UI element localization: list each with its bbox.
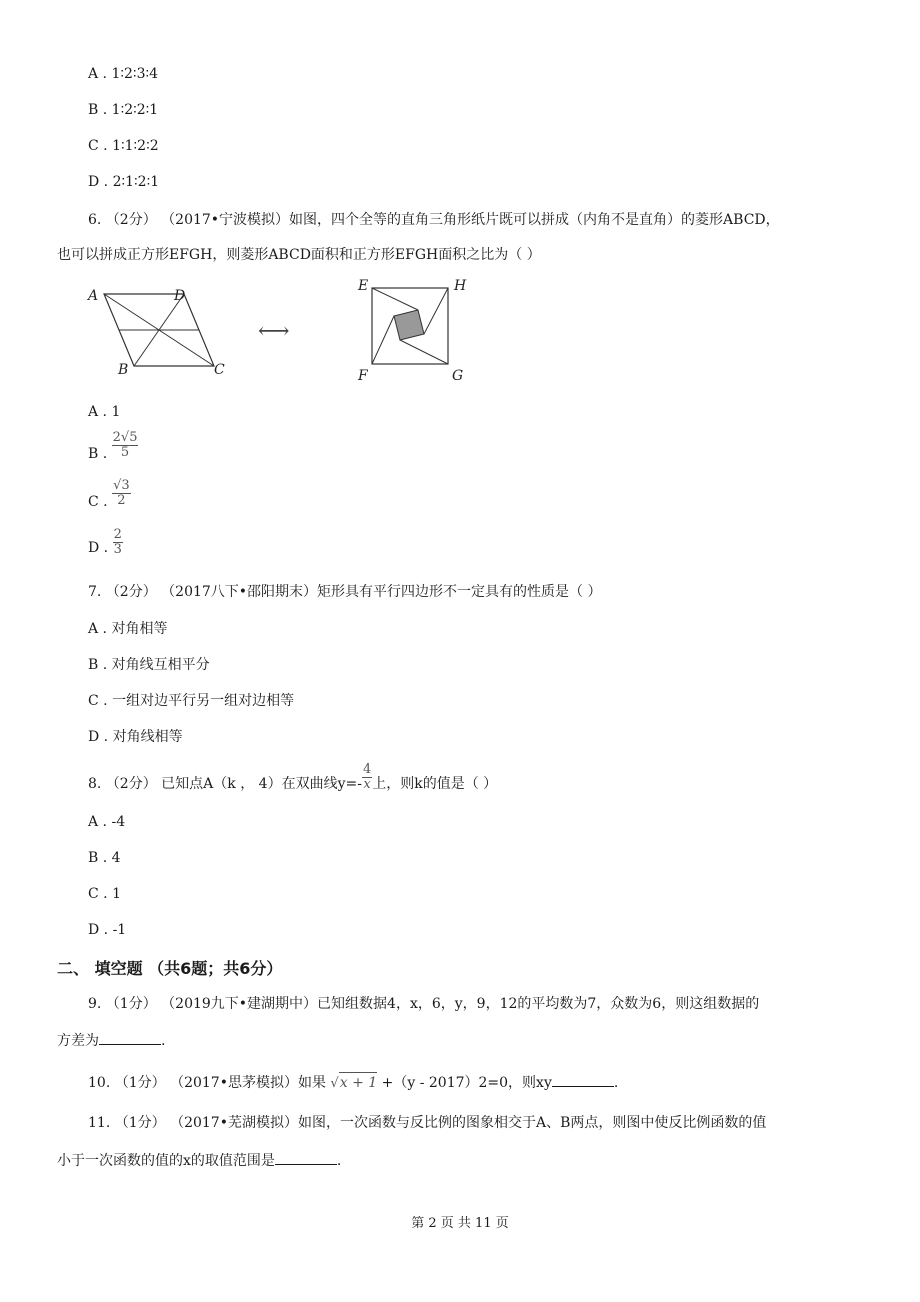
q6-optb-denominator: 5 bbox=[120, 444, 130, 460]
q11-stem-line1: 11. （1分） （2017•芜湖模拟）如图，一次函数与反比例的图象相交于A、B两点，则图中使反比例函数的值 bbox=[88, 1115, 767, 1131]
q5-option-b: B . 1∶2∶2∶1 bbox=[88, 102, 159, 118]
q5-option-c: C . 1∶1∶2∶2 bbox=[88, 138, 159, 154]
q7-option-c: C . 一组对边平行另一组对边相等 bbox=[88, 693, 295, 709]
q7-option-b: B . 对角线互相平分 bbox=[88, 657, 210, 673]
label-d: D bbox=[174, 288, 186, 304]
section-heading: 二、 填空题 （共6题；共6分） bbox=[57, 959, 283, 978]
q9-answer-blank[interactable] bbox=[99, 1030, 161, 1045]
q10-sqrt-expression: x + 1 bbox=[339, 1072, 377, 1093]
sqrt-icon: √ bbox=[330, 1076, 339, 1091]
q6-optb-numerator: 2√5 bbox=[112, 429, 138, 445]
q8-frac-numerator: 4 bbox=[362, 761, 372, 777]
q10-stem: 10. （1分） （2017•思茅模拟）如果 √x + 1 +（y - 2017）2=0，则xy . bbox=[88, 1072, 618, 1094]
q6-option-d: D . $\frac{2}{3}$ bbox=[88, 526, 122, 557]
q6-optd-numerator: 2 bbox=[113, 526, 122, 542]
q8-option-a: A . -4 bbox=[88, 814, 126, 830]
q9-stem-line1: 9. （1分） （2019九下•建湖期中）已知组数据4，x，6，y，9，12的平均数为7，众数为6，则这组数据的 bbox=[88, 996, 760, 1012]
q6-optc-denominator: 2 bbox=[117, 492, 126, 508]
q7-stem: 7. （2分） （2017八下•邵阳期末）矩形具有平行四边形不一定具有的性质是（ ） bbox=[88, 584, 602, 600]
q6-optc-numerator: √3 bbox=[113, 477, 130, 493]
q8-option-d: D . -1 bbox=[88, 922, 127, 938]
q5-option-a: A . 1∶2∶3∶4 bbox=[88, 66, 159, 82]
label-g: G bbox=[452, 368, 464, 384]
q10-answer-blank[interactable] bbox=[552, 1072, 614, 1087]
label-f: F bbox=[358, 368, 368, 384]
label-e: E bbox=[358, 278, 369, 294]
q5-option-d: D . 2∶1∶2∶1 bbox=[88, 174, 160, 190]
q11-stem-line2: 小于一次函数的值的x的取值范围是 . bbox=[57, 1150, 341, 1171]
q6-option-c: C . $\frac{√3}{2}$ bbox=[88, 477, 130, 510]
q11-answer-blank[interactable] bbox=[275, 1150, 337, 1165]
q8-option-b: B . 4 bbox=[88, 850, 121, 866]
label-c: C bbox=[214, 362, 225, 378]
label-h: H bbox=[454, 278, 467, 294]
double-arrow-icon: ⟷ bbox=[258, 319, 290, 344]
q9-stem-line2: 方差为 . bbox=[57, 1030, 165, 1051]
q7-option-a: A . 对角相等 bbox=[88, 621, 168, 637]
q6-stem-line1: 6. （2分） （2017•宁波模拟）如图，四个全等的直角三角形纸片既可以拼成（内角不是直角）的菱形ABCD， bbox=[88, 212, 780, 228]
q6-optd-denominator: 3 bbox=[113, 541, 122, 557]
q6-option-b: B . $\frac{2√5}{5}$ bbox=[88, 429, 138, 462]
q8-stem: 8. （2分） 已知点A（k ， 4）在双曲线y=- $\frac{4}{x}$ 上，则k的值是（ ） bbox=[88, 761, 498, 792]
q8-option-c: C . 1 bbox=[88, 886, 121, 902]
q7-option-d: D . 对角线相等 bbox=[88, 729, 183, 745]
q8-frac-denominator: x bbox=[363, 776, 371, 792]
q6-option-a: A . 1 bbox=[88, 404, 121, 420]
rhombus-figure bbox=[84, 282, 234, 382]
label-b: B bbox=[118, 362, 129, 378]
square-figure bbox=[352, 276, 472, 386]
label-a: A bbox=[88, 288, 99, 304]
page-footer: 第 2 页 共 11 页 bbox=[411, 1216, 509, 1231]
q6-stem-line2: 也可以拼成正方形EFGH，则菱形ABCD面积和正方形EFGH面积之比为（ ） bbox=[57, 247, 541, 263]
